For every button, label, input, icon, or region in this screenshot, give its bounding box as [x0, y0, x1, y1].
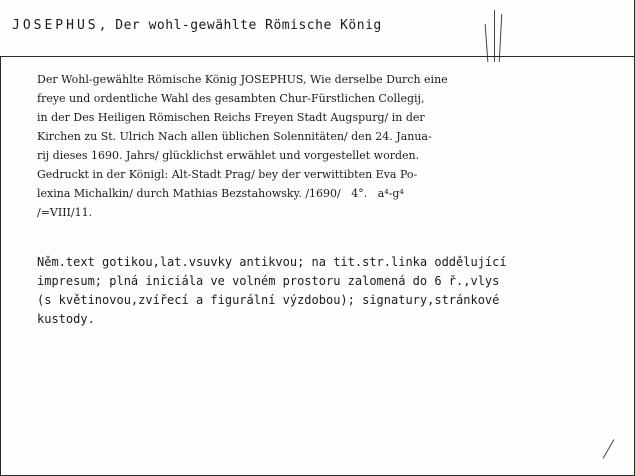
- heading-rule: [0, 56, 635, 57]
- transcription-line: lexina Michalkin/ durch Mathias Bezstahowsky. /1690/ 4°. a⁴-g⁴: [37, 187, 404, 200]
- transcription-line: in der Des Heiligen Römischen Reichs Freyen Stadt Augspurg/ in der: [37, 111, 425, 124]
- transcription-line: /=VIII/11.: [37, 206, 93, 219]
- transcription-line: Gedruckt in der Königl: Alt-Stadt Prag/ bey der verwittibten Eva Po-: [37, 168, 418, 181]
- title-transcription: [37, 70, 448, 222]
- heading-title: , Der wohl-gewählte Römische König: [98, 18, 382, 33]
- transcription-line: Der Wohl-gewählte Römische König JOSEPHUS, Wie derselbe Durch eine: [37, 73, 448, 86]
- transcription-line: freye und ordentliche Wahl des gesambten Chur-Fürstlichen Collegij,: [37, 92, 425, 105]
- pencil-mark: [603, 439, 615, 459]
- card-heading: [12, 18, 382, 33]
- pencil-mark: [499, 14, 503, 62]
- notes-line: kustody.: [37, 312, 95, 326]
- notes-line: Něm.text gotikou,lat.vsuvky antikvou; na tit.str.linka oddělující: [37, 255, 507, 269]
- pencil-mark: [494, 10, 495, 62]
- transcription-line: Kirchen zu St. Ulrich Nach allen üblichen Solennitäten/ den 24. Janua-: [37, 130, 432, 143]
- card-border-left: [0, 56, 1, 476]
- cataloguer-notes: [37, 253, 507, 329]
- heading-name: JOSEPHUS: [12, 18, 99, 33]
- notes-line: (s květinovou,zvířecí a figurální výzdobou); signatury,stránkové: [37, 293, 500, 307]
- notes-line: impresum; plná iniciála ve volném prostoru zalomená do 6 ř.,vlys: [37, 274, 500, 288]
- transcription-line: rij dieses 1690. Jahrs/ glücklichst erwählet und vorgestellet worden.: [37, 149, 420, 162]
